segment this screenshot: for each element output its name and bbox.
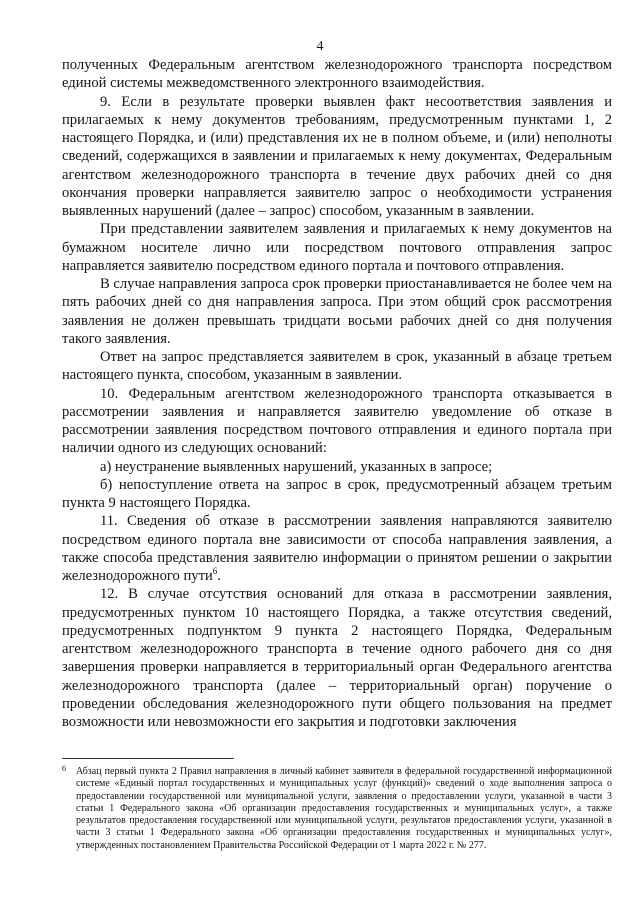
paragraph-12: 12. В случае отсутствия оснований для отказа в рассмотрении заявления, предусмотренных пунктом 10 настоящего Порядка, а также отсутствия сведений, предусмотренных подпунктом 9 пункта 2 настоящего Порядка, Федеральным агентством железнодорожного транспорта в течение одного рабочего дня со дня завершения проверки направляется в территориальный орган Федерального агентства железнодорожного транспорта (далее – территориальный орган) поручение о проведении обследования железнодорожного пути общего пользования на предмет возможности или невозможности его закрытия и подготовки заключения (62, 586, 612, 730)
paragraph-11-text: 11. Сведения об отказе в рассмотрении заявления направляются заявителю посредством единого портала вне зависимости от способа направления заявления, а также способа представления заявителю информации о принятом решении о закрытии железнодорожного пути (62, 513, 612, 584)
paragraph: В случае направления запроса срок проверки приостанавливается не более чем на пять рабочих дней со дня направления запроса. При этом общий срок рассмотрения заявления не должен превышать тридцати восьми рабочих дней со дня получения такого заявления. (62, 276, 612, 347)
footnote-text-block (62, 766, 612, 852)
footnote (62, 766, 612, 852)
list-item-a: а) неустранение выявленных нарушений, указанных в запросе; (100, 458, 493, 475)
list-item-b: б) непоступление ответа на запрос в срок, предусмотренный абзацем третьим пункта 9 настоящего Порядка. (62, 476, 612, 511)
paragraph: полученных Федеральным агентством железнодорожного транспорта посредством единой системы межведомственного электронного взаимодействия. (62, 57, 612, 92)
footnote-mark: 6 (62, 764, 66, 773)
paragraph-10: 10. Федеральным агентством железнодорожного транспорта отказывается в рассмотрении заявления и направляется заявителю уведомление об отказе в рассмотрении заявления посредством почтового отправления и единого портала при наличии одного из следующих оснований: (62, 385, 612, 457)
paragraph-9: 9. Если в результате проверки выявлен факт несоответствия заявления и прилагаемых к нему документов требованиям, предусмотренным пунктами 1, 2 настоящего Порядка, и (или) представления их не в полном объеме, и (или) неполноты сведений, содержащихся в заявлении и прилагаемых к нему документах, Федеральным агентством железнодорожного транспорта в течение двух рабочих дней со дня окончания проверки направляется заявителю запрос о необходимости устранения выявленных нарушений (далее – запрос) способом, указанным в заявлении. (62, 93, 612, 219)
paragraph: При представлении заявителем заявления и прилагаемых к нему документов на бумажном носителе лично или посредством почтового отправления запрос направляется заявителю посредством единого портала и почтового отправления. (62, 221, 612, 274)
page-number: 4 (316, 39, 324, 54)
footnote-divider (62, 758, 234, 759)
footnote-reference[interactable]: 6 (212, 566, 218, 577)
body-text (62, 56, 612, 731)
paragraph: Ответ на запрос представляется заявителем в срок, указанный в абзаце третьем настоящего пункта, способом, указанным в заявлении. (62, 349, 612, 384)
footnote-text: Абзац первый пункта 2 Правил направления в личный кабинет заявителя в федеральной государственной информационной системе «Единый портал государственных и муниципальных услуг (функций)» сведений о ходе выполнения запроса о предоставлении государственной или муниципальной услуги, заявления о предоставлении услуги, указанной в части 3 статьи 1 Федерального закона «Об организации предоставления государственных и муниципальных услуг», а также результатов предоставления государственной или муниципальной услуги, результатов предоставления услуги, указанной в части 3 статьи 1 Федерального закона «Об организации предоставления государственных и муниципальных услуг», утвержденных постановлением Правительства Российской Федерации от 1 марта 2022 г. № 277. (76, 766, 612, 851)
paragraph-11: 11. Сведения об отказе в рассмотрении заявления направляются заявителю посредством единого портала вне зависимости от способа направления заявления, а также способа представления заявителю информации о принятом решении о закрытии железнодорожного пути$^6$. (62, 513, 612, 584)
